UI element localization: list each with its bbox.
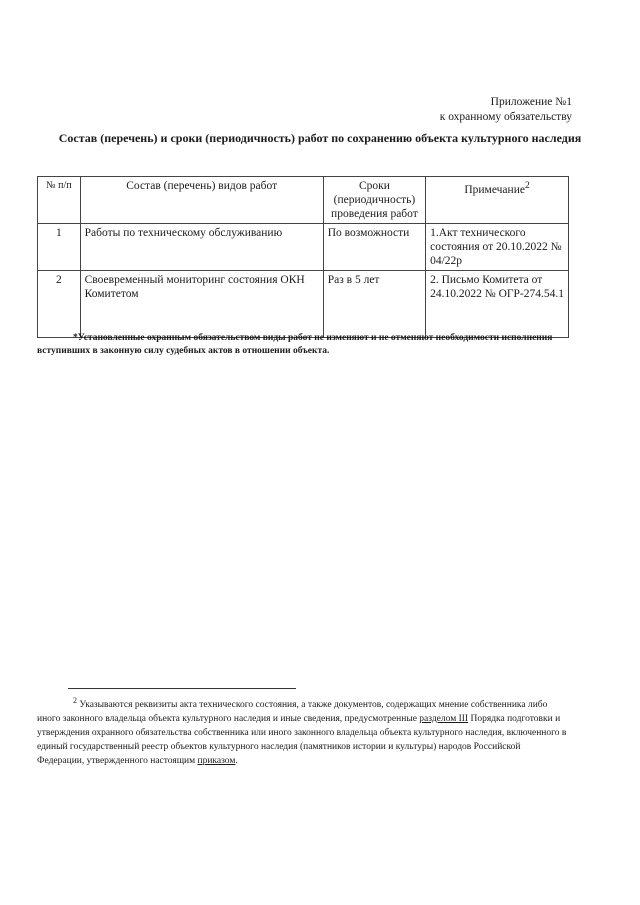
table-note: *Установленные охранным обязательством виды работ не изменяют и не отменяют необходимости исполнения вступивших в законную силу судебных актов в отношении объекта. — [37, 333, 553, 356]
order-link[interactable]: приказом — [197, 756, 236, 767]
row-num: 2 — [38, 271, 81, 338]
footnote-marker: 2 — [524, 180, 530, 191]
footnote-text-3: . — [235, 756, 238, 767]
header-name: Состав (перечень) видов работ — [80, 177, 323, 224]
footnote-number: 2 — [73, 696, 77, 705]
row-term: Раз в 5 лет — [323, 271, 425, 338]
table-row — [38, 271, 569, 338]
section-link[interactable]: разделом III — [419, 714, 469, 725]
row-note: 1.Акт технического состояния от 20.10.2022 № 04/22р — [426, 224, 569, 271]
row-work-name: Работы по техническому обслуживанию — [80, 224, 323, 271]
footnote-text-1: Указываются реквизиты акта технического состояния, а также документов, содержащих мнение собственника либо иного законного владельца объекта культурного наследия и иные сведения, предусмотренные — [37, 700, 548, 725]
footnote — [37, 694, 569, 768]
footnote-text-2: Порядка подготовки и утверждения охранного обязательства собственника или иного законного владельца объекта культурного наследия, включенного в единый государственный реестр объектов культурного наследия (памятников истории и культуры) народов Российской Федерации, утвержденного настоящим — [37, 714, 567, 767]
row-work-name: Своевременный мониторинг состояния ОКН Комитетом — [80, 271, 323, 338]
header-note-label: Примечание — [464, 183, 525, 196]
annex-number: Приложение №1 — [490, 96, 572, 108]
table-header-row — [38, 177, 569, 224]
table-row — [38, 224, 569, 271]
works-table — [37, 176, 569, 338]
header-num: № п/п — [38, 177, 81, 224]
annex-reference: к охранному обязательству — [439, 111, 572, 123]
header-note — [426, 177, 569, 224]
document-title: Состав (перечень) и сроки (периодичность) работ по сохранению объекта культурного наследия — [58, 131, 582, 145]
row-num: 1 — [38, 224, 81, 271]
header-term: Сроки (периодичность) проведения работ — [323, 177, 425, 224]
footnote-separator — [68, 688, 296, 689]
row-term: По возможности — [323, 224, 425, 271]
row-note: 2. Письмо Комитета от 24.10.2022 № ОГР-274.54.1 — [426, 271, 569, 338]
